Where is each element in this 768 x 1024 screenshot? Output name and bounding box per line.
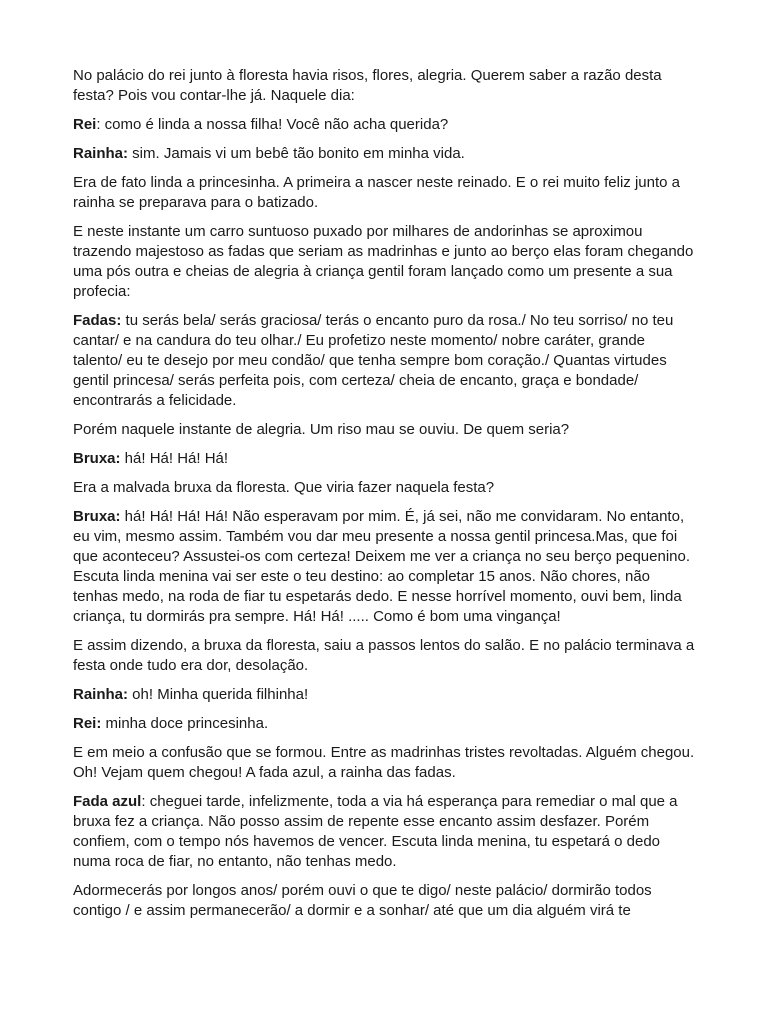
paragraph-text: Era de fato linda a princesinha. A primeira a nascer neste reinado. E o rei muito feliz junto a rainha se preparava para o batizado. [73, 174, 681, 211]
paragraph-text: : como é linda a nossa filha! Você não acha querida? [96, 116, 449, 133]
paragraph [73, 449, 698, 469]
paragraph [73, 685, 698, 705]
speaker-name: Rainha: [73, 145, 129, 162]
paragraph [73, 792, 698, 872]
speaker-name: Bruxa: [73, 508, 121, 525]
paragraph [73, 507, 698, 627]
paragraph-text: há! Há! Há! Há! [120, 450, 229, 467]
speaker-name: Bruxa: [73, 450, 121, 467]
paragraph [73, 714, 698, 734]
paragraph-text: Adormecerás por longos anos/ porém ouvi o que te digo/ neste palácio/ dormirão todos contigo / e assim permanecerão/ a dormir e a sonhar/ até que um dia alguém virá te [73, 882, 652, 919]
speaker-name: Rainha: [73, 686, 129, 703]
paragraph-text: E neste instante um carro suntuoso puxado por milhares de andorinhas se aproximou trazendo majestoso as fadas que seriam as madrinhas e junto ao berço elas foram chegando uma pós outra e cheias de alegria à criança gentil foram lançado como um presente a sua profecia: [73, 223, 694, 300]
paragraph-text: E assim dizendo, a bruxa da floresta, saiu a passos lentos do salão. E no palácio terminava a festa onde tudo era dor, desolação. [73, 637, 695, 674]
paragraph-text: E em meio a confusão que se formou. Entre as madrinhas tristes revoltadas. Alguém chegou. Oh! Vejam quem chegou! A fada azul, a rainha das fadas. [73, 744, 695, 781]
paragraph [73, 636, 698, 676]
paragraph-text: Era a malvada bruxa da floresta. Que viria fazer naquela festa? [73, 479, 495, 496]
paragraph-text: sim. Jamais vi um bebê tão bonito em minha vida. [128, 145, 465, 162]
paragraph-text: : cheguei tarde, infelizmente, toda a via há esperança para remediar o mal que a bruxa fez a criança. Não posso assim de repente esse encanto assim desfazer. Porém confiem, com o tempo nós havemos de vencer. Escuta linda menina, tu espetará o dedo numa roca de fiar, no entanto, não tenhas medo. [73, 793, 678, 870]
paragraph [73, 311, 698, 411]
paragraph-text: No palácio do rei junto à floresta havia risos, flores, alegria. Querem saber a razão desta festa? Pois vou contar-lhe já. Naquele dia: [73, 67, 662, 104]
paragraph-text: Porém naquele instante de alegria. Um riso mau se ouviu. De quem seria? [73, 421, 570, 438]
speaker-name: Rei [73, 116, 97, 133]
paragraph [73, 881, 698, 921]
paragraph [73, 173, 698, 213]
paragraph-text: oh! Minha querida filhinha! [128, 686, 309, 703]
paragraph-text: tu serás bela/ serás graciosa/ terás o encanto puro da rosa./ No teu sorriso/ no teu cantar/ e na candura do teu olhar./ Eu profetizo neste momento/ nobre caráter, grande talento/ eu te desejo por meu condão/ que tenha sempre bom coração./ Quantas virtudes gentil princesa/ serás perfeita pois, com certeza/ cheia de encanto, graça e bondade/ encontrarás a felicidade. [73, 312, 674, 409]
paragraph [73, 144, 698, 164]
paragraph [73, 420, 698, 440]
paragraph [73, 115, 698, 135]
paragraph [73, 222, 698, 302]
speaker-name: Rei: [73, 715, 102, 732]
speaker-name: Fadas: [73, 312, 122, 329]
paragraph [73, 478, 698, 498]
paragraph-text: minha doce princesinha. [101, 715, 269, 732]
paragraph-text: há! Há! Há! Há! Não esperavam por mim. É, já sei, não me convidaram. No entanto, eu vim, mesmo assim. Também vou dar meu presente a nossa gentil princesa.Mas, que foi que aconteceu? Assustei-os com certeza! Deixem me ver a criança no seu berço pequenino. Escuta linda menina vai ser este o teu destino: ao completar 15 anos. Não chores, não tenhas medo, na roda de fiar tu espetarás dedo. E nesse horrível momento, ouvi bem, linda criança, tu dormirás pra sempre. Há! Há! ..... Como é bom uma vingança! [73, 508, 691, 625]
speaker-name: Fada azul [73, 793, 142, 810]
paragraph [73, 66, 698, 106]
paragraph [73, 743, 698, 783]
